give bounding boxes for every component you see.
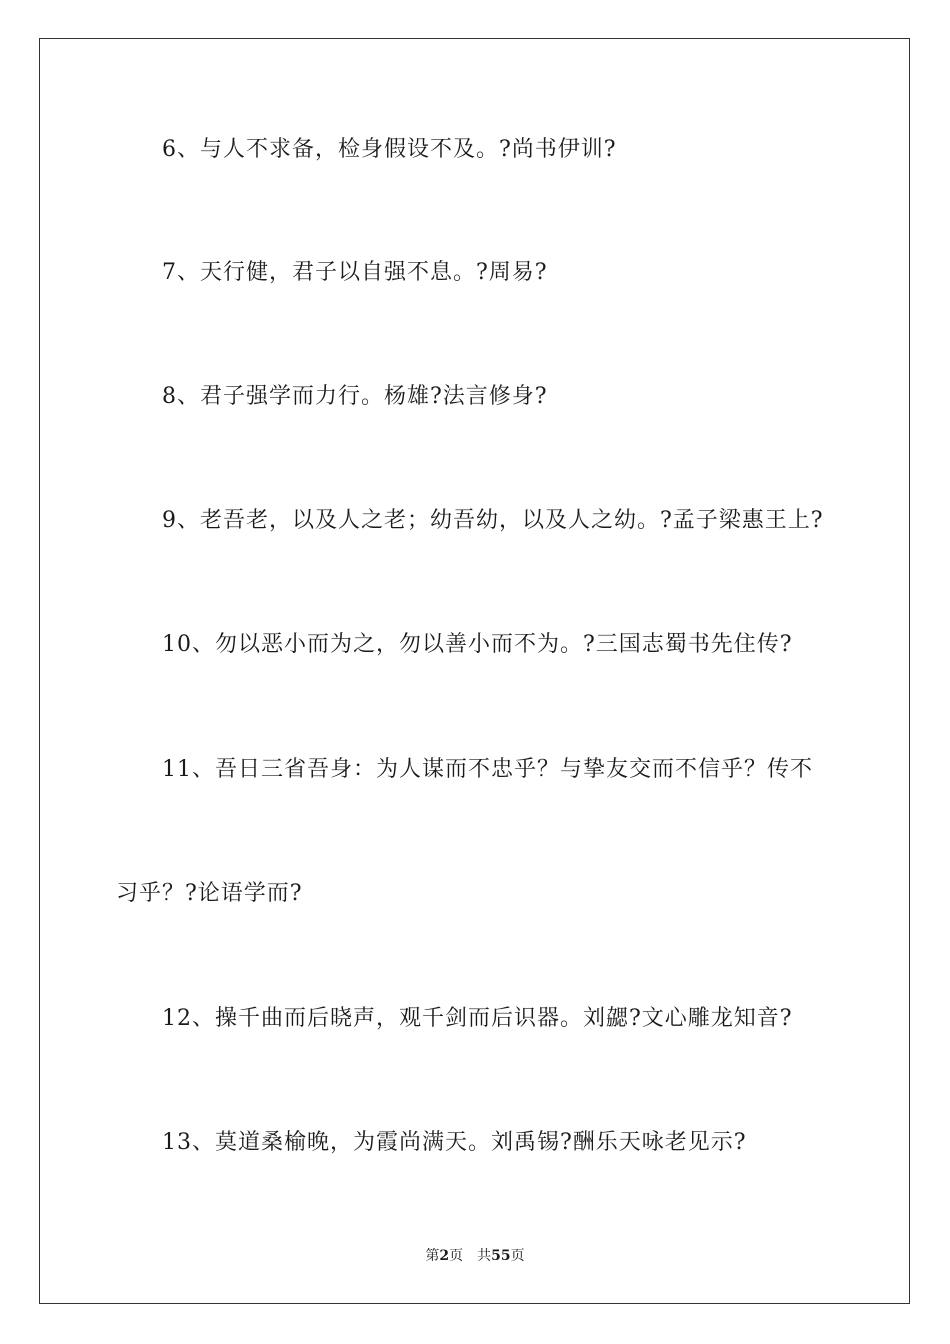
quote-line-13: 13、莫道桑榆晚，为霞尚满天。刘禹锡?酬乐天咏老见示? — [162, 1130, 747, 1155]
page-border — [39, 38, 910, 1304]
footer-page-number: 2 — [439, 1248, 450, 1264]
quote-line-9: 9、老吾老，以及人之老；幼吾幼，以及人之幼。?孟子梁惠王上? — [162, 508, 824, 533]
quote-line-12: 12、操千曲而后晓声，观千剑而后识器。刘勰?文心雕龙知音? — [162, 1006, 793, 1031]
footer-total-pages: 55 — [491, 1248, 511, 1264]
footer-total-prefix: 共 — [477, 1248, 492, 1264]
quote-line-6: 6、与人不求备，检身假设不及。?尚书伊训? — [162, 137, 617, 162]
footer-page-suffix: 页 — [449, 1248, 464, 1264]
quote-line-11-continued: 习乎？?论语学而? — [116, 881, 303, 906]
footer-page-prefix: 第 — [425, 1248, 440, 1264]
page-footer — [0, 1247, 950, 1265]
quote-line-7: 7、天行健，君子以自强不息。?周易? — [162, 260, 548, 285]
quote-line-11: 11、吾日三省吾身：为人谋而不忠乎？与挚友交而不信乎？传不 — [162, 757, 813, 782]
quote-line-10: 10、勿以恶小而为之，勿以善小而不为。?三国志蜀书先住传? — [162, 632, 793, 657]
quote-line-8: 8、君子强学而力行。杨雄?法言修身? — [162, 384, 548, 409]
footer-total-suffix: 页 — [510, 1248, 525, 1264]
